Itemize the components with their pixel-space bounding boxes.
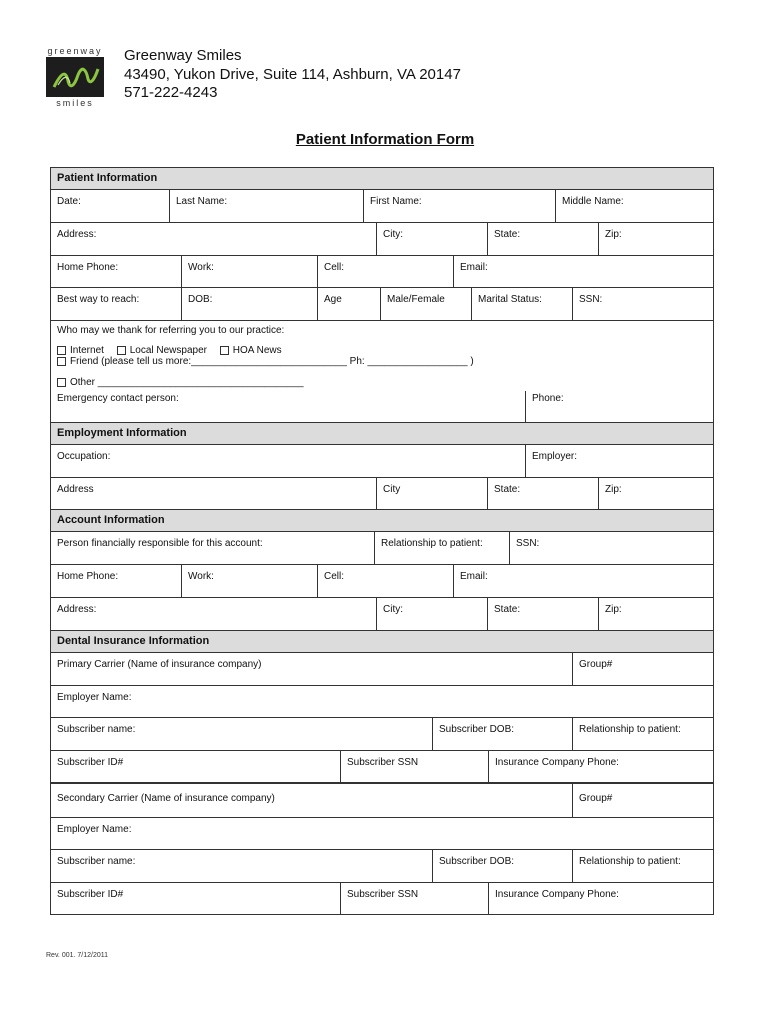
patient-form [50,167,714,915]
address-field[interactable]: Address: [57,229,97,240]
row-name [51,190,713,223]
secondary-subscriber-dob-field[interactable]: Subscriber DOB: [432,850,572,882]
ref-other-option[interactable]: Other _____________________________________ [51,375,310,390]
first-name-field[interactable]: First Name: [363,190,555,222]
primary-ins-phone-field[interactable]: Insurance Company Phone: [488,751,713,782]
secondary-employer-name-field[interactable]: Employer Name: [57,824,132,835]
occupation-field[interactable]: Occupation: [57,451,111,462]
ref-internet-option[interactable]: Internet [57,345,104,356]
ref-friend-option[interactable]: Friend (please tell us more:____________________________ Ph: __________________ ) [57,356,474,367]
practice-address: 43490, Yukon Drive, Suite 114, Ashburn, VA 20147 [124,65,461,83]
section-insurance-info: Dental Insurance Information [51,631,713,653]
row-occupation [51,445,713,478]
account-work-phone-field[interactable]: Work: [181,565,317,597]
secondary-subscriber-name-field[interactable]: Subscriber name: [57,856,136,867]
checkbox-icon[interactable] [57,346,66,355]
home-phone-field[interactable]: Home Phone: [57,262,119,273]
checkbox-icon[interactable] [57,378,66,387]
secondary-ins-phone-field[interactable]: Insurance Company Phone: [488,883,713,914]
city-field[interactable]: City: [376,223,487,255]
row-primary-employer [51,686,713,718]
secondary-carrier-field[interactable]: Secondary Carrier (Name of insurance company) [57,793,275,804]
primary-group-field[interactable]: Group# [572,653,713,685]
relationship-field[interactable]: Relationship to patient: [374,532,509,564]
row-secondary-employer [51,818,713,850]
row-account-phones [51,565,713,598]
section-account-info: Account Information [51,510,713,532]
cell-phone-field[interactable]: Cell: [317,256,453,287]
logo-top-text: greenway [47,46,103,56]
employer-zip-field[interactable]: Zip: [598,478,713,509]
logo-bottom-text: smiles [56,98,94,108]
checkbox-icon[interactable] [57,357,66,366]
primary-carrier-field[interactable]: Primary Carrier (Name of insurance company) [57,659,262,670]
account-email-field[interactable]: Email: [453,565,713,597]
row-address [51,223,713,256]
practice-header [124,47,461,103]
date-field[interactable]: Date: [57,196,81,207]
employer-field[interactable]: Employer: [525,445,713,477]
state-field[interactable]: State: [487,223,598,255]
row-primary-ids [51,751,713,784]
row-referral [51,321,713,391]
emergency-phone-field[interactable]: Phone: [525,391,713,422]
responsible-party-field[interactable]: Person financially responsible for this account: [57,538,263,549]
secondary-subscriber-ssn-field[interactable]: Subscriber SSN [340,883,488,914]
marital-status-field[interactable]: Marital Status: [471,288,572,320]
primary-subscriber-name-field[interactable]: Subscriber name: [57,724,136,735]
account-ssn-field[interactable]: SSN: [509,532,713,564]
primary-subscriber-id-field[interactable]: Subscriber ID# [57,757,124,768]
logo-mark [46,57,104,97]
row-employer-address [51,478,713,510]
practice-name: Greenway Smiles [124,47,242,64]
section-employment-info: Employment Information [51,423,713,445]
age-field[interactable]: Age [317,288,380,320]
row-secondary-ids [51,883,713,914]
row-secondary-carrier [51,784,713,818]
row-primary-subscriber [51,718,713,751]
checkbox-icon[interactable] [117,346,126,355]
middle-name-field[interactable]: Middle Name: [555,190,713,222]
best-way-field[interactable]: Best way to reach: [57,294,140,305]
practice-phone: 571-222-4243 [124,84,218,101]
employer-state-field[interactable]: State: [487,478,598,509]
employer-address-field[interactable]: Address [57,484,94,495]
ref-newspaper-option[interactable]: Local Newspaper [117,345,207,356]
sex-field[interactable]: Male/Female [380,288,471,320]
employer-city-field[interactable]: City [376,478,487,509]
secondary-relationship-field[interactable]: Relationship to patient: [572,850,713,882]
ssn-field[interactable]: SSN: [572,288,713,320]
referral-options [51,343,713,369]
revision-note: Rev. 001. 7/12/2011 [46,952,109,959]
emergency-contact-field[interactable]: Emergency contact person: [57,393,179,404]
last-name-field[interactable]: Last Name: [169,190,363,222]
account-zip-field[interactable]: Zip: [598,598,713,630]
row-primary-carrier [51,653,713,686]
row-responsible [51,532,713,565]
ref-hoa-option[interactable]: HOA News [220,345,282,356]
dob-field[interactable]: DOB: [181,288,317,320]
account-state-field[interactable]: State: [487,598,598,630]
zip-field[interactable]: Zip: [598,223,713,255]
row-secondary-subscriber [51,850,713,883]
account-address-field[interactable]: Address: [57,604,97,615]
account-city-field[interactable]: City: [376,598,487,630]
work-phone-field[interactable]: Work: [181,256,317,287]
account-home-phone-field[interactable]: Home Phone: [57,571,119,582]
referral-question: Who may we thank for referring you to our practice: [57,325,285,336]
secondary-subscriber-id-field[interactable]: Subscriber ID# [57,889,124,900]
logo [46,46,104,108]
row-details [51,288,713,321]
row-emergency [51,391,713,423]
row-phones [51,256,713,288]
row-account-address [51,598,713,631]
checkbox-icon[interactable] [220,346,229,355]
primary-subscriber-dob-field[interactable]: Subscriber DOB: [432,718,572,750]
section-patient-info: Patient Information [51,168,713,190]
secondary-group-field[interactable]: Group# [572,784,713,817]
form-title: Patient Information Form [295,131,475,148]
primary-relationship-field[interactable]: Relationship to patient: [572,718,713,750]
account-cell-phone-field[interactable]: Cell: [317,565,453,597]
email-field[interactable]: Email: [453,256,713,287]
primary-subscriber-ssn-field[interactable]: Subscriber SSN [340,751,488,782]
primary-employer-name-field[interactable]: Employer Name: [57,692,132,703]
